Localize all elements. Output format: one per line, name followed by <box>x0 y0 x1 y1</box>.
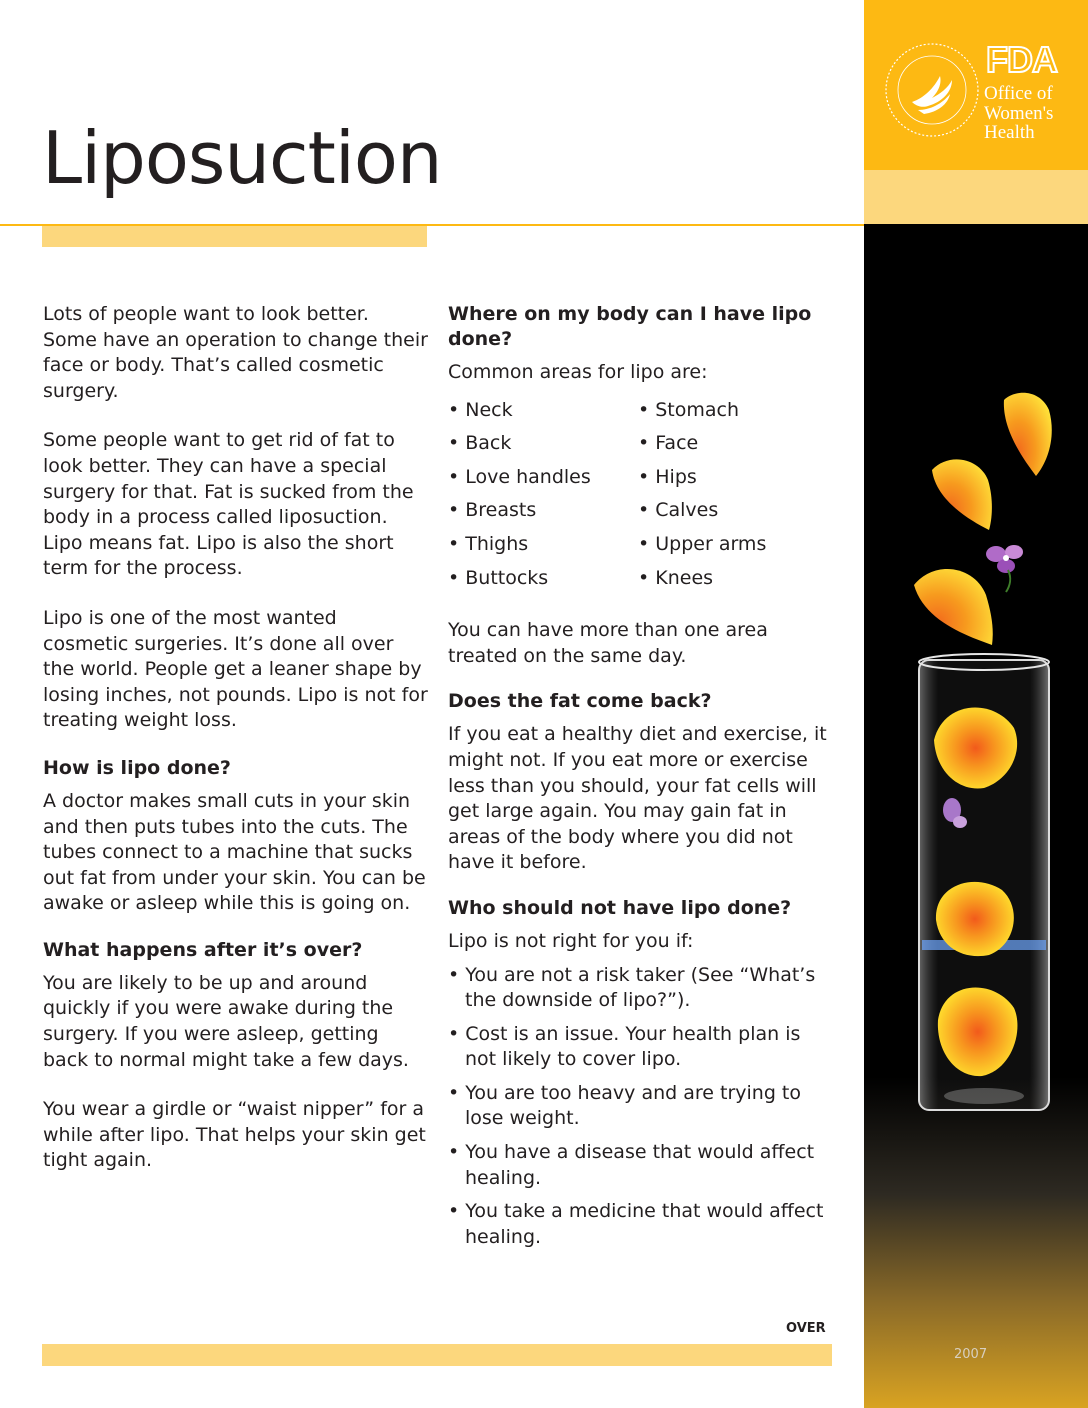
list-item: • Love handles <box>448 465 591 488</box>
violet-flower <box>986 545 1023 592</box>
areas-lead: Common areas for lipo are: <box>448 361 708 383</box>
page-title: Liposuction <box>42 116 442 200</box>
sidebar-band <box>864 170 1088 224</box>
who-lead: Lipo is not right for you if: <box>448 929 694 952</box>
list-item: • Stomach <box>638 398 740 421</box>
list-item: • Thighs <box>448 532 529 555</box>
sidebar <box>864 0 1088 1408</box>
list-item: • Calves <box>638 499 719 522</box>
areas-note: You can have more than one area treated on the same day. <box>448 619 768 667</box>
areas-column-2 <box>638 394 828 596</box>
year-label: 2007 <box>954 1347 988 1362</box>
office-line: Office of <box>984 83 1053 104</box>
footer-bar <box>42 1344 832 1366</box>
fda-logo: FDA <box>986 39 1057 80</box>
list-item: • You take a medicine that would affect healing. <box>448 1200 824 1248</box>
list-item: • Upper arms <box>638 532 767 555</box>
list-item: • Breasts <box>448 499 537 522</box>
section-heading-comeback: Does the fat come back? <box>448 690 712 713</box>
list-item: • You are too heavy and are trying to lose weight. <box>448 1081 801 1130</box>
left-column <box>43 302 428 1198</box>
list-item: • Face <box>638 432 699 455</box>
areas-list <box>448 394 828 596</box>
office-line: Health <box>984 122 1035 143</box>
section-heading-who: Who should not have lipo done? <box>448 896 792 919</box>
section-body-after-2: You wear a girdle or “waist nipper” for a while after lipo. That helps your skin get tight again. <box>43 1098 426 1172</box>
list-item: • Back <box>448 432 512 455</box>
section-heading-where: Where on my body can I have lipo done? <box>448 303 812 350</box>
over-label: OVER <box>786 1321 826 1336</box>
list-item: • Hips <box>638 465 697 488</box>
intro-paragraph: Lipo is one of the most wanted cosmetic surgeries. It’s done all over the world. People get a leaner shape by losing inches, not pounds. Lipo is not for treating weight loss. <box>43 606 428 732</box>
who-list <box>448 963 828 1251</box>
section-body-after: You are likely to be up and around quickly if you were awake during the surgery. If you were asleep, getting back to normal might take a few days. <box>43 971 409 1071</box>
section-heading-after: What happens after it’s over? <box>43 938 363 961</box>
list-item: • You have a disease that would affect healing. <box>448 1141 815 1189</box>
office-name <box>984 84 1053 143</box>
section-body-comeback: If you eat a healthy diet and exercise, it might not. If you eat more or exercise less than you should, your fat cells will get large again. You may gain fat in areas of the body where you did not have it before. <box>448 723 827 874</box>
section-body-how: A doctor makes small cuts in your skin and then puts tubes into the cuts. The tubes connect to a machine that sucks out fat from under your skin. You can be awake or asleep while this is going on. <box>43 789 426 915</box>
areas-column-1 <box>448 394 638 596</box>
list-item: • Neck <box>448 398 513 421</box>
flowers-in-glass-image <box>864 380 1088 1140</box>
list-item: • Knees <box>638 566 714 589</box>
intro-paragraph: Some people want to get rid of fat to look better. They can have a special surgery for that. Fat is sucked from the body in a process called liposuction. Lipo means fat. Lipo is also the short term for the process. <box>43 429 414 580</box>
office-line: Women's <box>984 102 1054 124</box>
list-item: • Cost is an issue. Your health plan is not likely to cover lipo. <box>448 1022 801 1071</box>
title-underline-bar <box>42 226 427 247</box>
intro-paragraph: Lots of people want to look better. Some have an operation to change their face or body. That’s called cosmetic surgery. <box>43 303 428 402</box>
section-heading-how: How is lipo done? <box>43 756 231 779</box>
list-item: • You are not a risk taker (See “What’s the downside of lipo?”). <box>448 963 816 1012</box>
right-column <box>448 302 828 1258</box>
list-item: • Buttocks <box>448 566 549 589</box>
hhs-seal-icon <box>882 40 982 140</box>
